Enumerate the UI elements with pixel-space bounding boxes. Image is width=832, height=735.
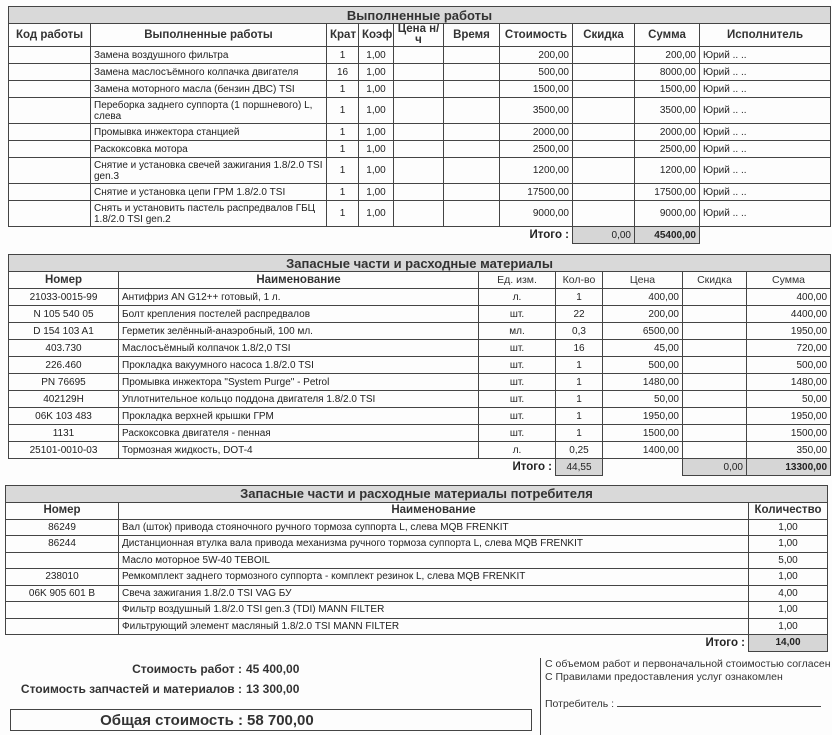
- work-time: [444, 98, 500, 124]
- work-krat: 1: [327, 184, 359, 201]
- col-name: Наименование: [119, 272, 479, 289]
- part-qty: 16: [556, 340, 603, 357]
- col-code: Код работы: [9, 24, 91, 47]
- part-unit: шт.: [479, 374, 556, 391]
- part-discount: [683, 357, 747, 374]
- customer-part-qty: 1,00: [749, 569, 828, 586]
- work-krat: 16: [327, 64, 359, 81]
- works-total-sum: 45400,00: [635, 227, 700, 244]
- customer-part-number: 06K 905 601 B: [6, 585, 119, 602]
- work-executor: Юрий .. ..: [700, 47, 831, 64]
- customer-parts-total-label: Итого :: [705, 636, 745, 649]
- part-price: 200,00: [603, 306, 683, 323]
- part-number: 1131: [9, 425, 119, 442]
- consent-line-1: С объемом работ и первоначальной стоимостью согласен: [545, 658, 831, 670]
- work-cost: 2000,00: [500, 124, 573, 141]
- part-price: 50,00: [603, 391, 683, 408]
- col-price-hour: Цена н/ч: [394, 24, 444, 47]
- work-sum: 17500,00: [635, 184, 700, 201]
- customer-parts-table: [5, 485, 828, 652]
- work-koef: 1,00: [359, 64, 394, 81]
- parts-cost-label: Стоимость запчастей и материалов :: [20, 682, 242, 696]
- works-cost-label: Стоимость работ :: [132, 662, 242, 676]
- part-qty: 1: [556, 289, 603, 306]
- parts-total-sum: 13300,00: [747, 459, 831, 476]
- col-executor: Исполнитель: [700, 24, 831, 47]
- work-sum: 1200,00: [635, 158, 700, 184]
- customer-parts-header-row: [6, 502, 828, 519]
- work-sum: 2500,00: [635, 141, 700, 158]
- customer-part-number: 86244: [6, 536, 119, 553]
- col-discount: Скидка: [683, 272, 747, 289]
- work-time: [444, 47, 500, 64]
- part-discount: [683, 306, 747, 323]
- part-unit: шт.: [479, 357, 556, 374]
- work-executor: Юрий .. ..: [700, 184, 831, 201]
- work-koef: 1,00: [359, 201, 394, 227]
- part-price: 1400,00: [603, 442, 683, 459]
- table-row: [6, 569, 828, 586]
- table-row: [6, 519, 828, 536]
- part-sum: 400,00: [747, 289, 831, 306]
- works-table: [8, 6, 831, 244]
- part-name: Герметик зелённый-анаэробный, 100 мл.: [119, 323, 479, 340]
- work-executor: Юрий .. ..: [700, 64, 831, 81]
- customer-part-number: 86249: [6, 519, 119, 536]
- work-code: [9, 184, 91, 201]
- work-executor: Юрий .. ..: [700, 124, 831, 141]
- parts-header-row: [9, 272, 831, 289]
- work-code: [9, 124, 91, 141]
- customer-part-name: Свеча зажигания 1.8/2.0 TSI VAG БУ: [119, 585, 749, 602]
- work-cost: 1200,00: [500, 158, 573, 184]
- work-sum: 2000,00: [635, 124, 700, 141]
- work-time: [444, 64, 500, 81]
- work-code: [9, 81, 91, 98]
- part-number: 25101-0010-03: [9, 442, 119, 459]
- customer-part-number: [6, 552, 119, 569]
- work-cost: 3500,00: [500, 98, 573, 124]
- part-qty: 1: [556, 357, 603, 374]
- part-sum: 1950,00: [747, 323, 831, 340]
- work-discount: [573, 201, 635, 227]
- part-qty: 22: [556, 306, 603, 323]
- work-price-hour: [394, 184, 444, 201]
- part-price: 45,00: [603, 340, 683, 357]
- part-number: N 105 540 05: [9, 306, 119, 323]
- part-discount: [683, 289, 747, 306]
- signature-row: [545, 698, 832, 711]
- table-row: [9, 408, 831, 425]
- work-name: Замена воздушного фильтра: [91, 47, 327, 64]
- work-cost: 17500,00: [500, 184, 573, 201]
- part-number: 402129H: [9, 391, 119, 408]
- works-header-row: [9, 24, 831, 47]
- table-row: [6, 585, 828, 602]
- customer-part-qty: 4,00: [749, 585, 828, 602]
- table-row: [6, 552, 828, 569]
- work-time: [444, 184, 500, 201]
- part-name: Тормозная жидкость, DOT-4: [119, 442, 479, 459]
- work-name: Переборка заднего суппорта (1 поршневого) L, слева: [91, 98, 327, 124]
- table-row: [9, 64, 831, 81]
- part-number: PN 76695: [9, 374, 119, 391]
- parts-title: Запасные части и расходные материалы: [9, 255, 831, 272]
- part-unit: мл.: [479, 323, 556, 340]
- work-krat: 1: [327, 81, 359, 98]
- table-row: [6, 602, 828, 619]
- work-krat: 1: [327, 201, 359, 227]
- work-name: Снять и установить пастель распредвалов ГБЦ 1.8/2.0 TSI gen.2: [91, 201, 327, 227]
- parts-total-row: [9, 459, 831, 476]
- grand-total-value: 58 700,00: [247, 712, 314, 729]
- part-sum: 1480,00: [747, 374, 831, 391]
- col-krat: Крат: [327, 24, 359, 47]
- col-qty: Кол-во: [556, 272, 603, 289]
- work-koef: 1,00: [359, 184, 394, 201]
- table-row: [9, 184, 831, 201]
- part-discount: [683, 374, 747, 391]
- table-row: [9, 124, 831, 141]
- part-qty: 1: [556, 391, 603, 408]
- customer-part-name: Вал (шток) привода стояночного ручного тормоза суппорта L, слева MQB FRENKIT: [119, 519, 749, 536]
- table-row: [9, 391, 831, 408]
- table-row: [9, 47, 831, 64]
- part-name: Антифриз AN G12++ готовый, 1 л.: [119, 289, 479, 306]
- part-number: 06K 103 483: [9, 408, 119, 425]
- work-cost: 1500,00: [500, 81, 573, 98]
- part-price: 1950,00: [603, 408, 683, 425]
- work-code: [9, 141, 91, 158]
- work-executor: Юрий .. ..: [700, 141, 831, 158]
- grand-total-box: [10, 709, 532, 731]
- table-row: [9, 158, 831, 184]
- col-name: Наименование: [119, 502, 749, 519]
- work-executor: Юрий .. ..: [700, 201, 831, 227]
- work-sum: 9000,00: [635, 201, 700, 227]
- work-sum: 200,00: [635, 47, 700, 64]
- work-price-hour: [394, 158, 444, 184]
- work-krat: 1: [327, 141, 359, 158]
- work-code: [9, 64, 91, 81]
- grand-total-label: Общая стоимость :: [100, 712, 243, 729]
- col-price: Цена: [603, 272, 683, 289]
- work-price-hour: [394, 81, 444, 98]
- col-unit: Ед. изм.: [479, 272, 556, 289]
- work-name: Замена маслосъёмного колпачка двигателя: [91, 64, 327, 81]
- customer-part-qty: 5,00: [749, 552, 828, 569]
- work-sum: 3500,00: [635, 98, 700, 124]
- work-koef: 1,00: [359, 124, 394, 141]
- part-name: Маслосъёмный колпачок 1.8/2,0 TSI: [119, 340, 479, 357]
- works-cost-summary: [0, 662, 380, 676]
- part-price: 500,00: [603, 357, 683, 374]
- part-sum: 50,00: [747, 391, 831, 408]
- customer-part-name: Ремкомплект заднего тормозного суппорта - комплект резинок L, слева MQB FRENKIT: [119, 569, 749, 586]
- col-sum: Сумма: [635, 24, 700, 47]
- work-price-hour: [394, 47, 444, 64]
- part-qty: 1: [556, 408, 603, 425]
- works-title: Выполненные работы: [9, 7, 831, 24]
- work-name: Снятие и установка цепи ГРМ 1.8/2.0 TSI: [91, 184, 327, 201]
- works-total-discount: 0,00: [573, 227, 635, 244]
- col-koef: Коэф: [359, 24, 394, 47]
- work-executor: Юрий .. ..: [700, 98, 831, 124]
- col-number: Номер: [6, 502, 119, 519]
- work-price-hour: [394, 141, 444, 158]
- part-name: Уплотнительное кольцо поддона двигателя 1.8/2.0 TSI: [119, 391, 479, 408]
- table-row: [9, 425, 831, 442]
- works-cost-value: 45 400,00: [246, 662, 300, 676]
- part-discount: [683, 408, 747, 425]
- customer-part-qty: 1,00: [749, 618, 828, 635]
- part-number: 403.730: [9, 340, 119, 357]
- part-name: Прокладка верхней крышки ГРМ: [119, 408, 479, 425]
- part-discount: [683, 425, 747, 442]
- part-discount: [683, 323, 747, 340]
- work-koef: 1,00: [359, 81, 394, 98]
- work-sum: 8000,00: [635, 64, 700, 81]
- work-sum: 1500,00: [635, 81, 700, 98]
- customer-part-number: [6, 602, 119, 619]
- work-koef: 1,00: [359, 98, 394, 124]
- work-discount: [573, 98, 635, 124]
- part-unit: л.: [479, 289, 556, 306]
- table-row: [9, 141, 831, 158]
- part-sum: 1950,00: [747, 408, 831, 425]
- work-executor: Юрий .. ..: [700, 81, 831, 98]
- works-total-label: Итого :: [529, 228, 569, 241]
- part-discount: [683, 442, 747, 459]
- part-sum: 500,00: [747, 357, 831, 374]
- col-cost: Стоимость: [500, 24, 573, 47]
- part-price: 1500,00: [603, 425, 683, 442]
- customer-parts-title: Запасные части и расходные материалы потребителя: [6, 486, 828, 503]
- col-work-name: Выполненные работы: [91, 24, 327, 47]
- part-unit: шт.: [479, 391, 556, 408]
- work-code: [9, 47, 91, 64]
- customer-parts-total-row: [6, 635, 828, 652]
- work-krat: 1: [327, 98, 359, 124]
- customer-part-name: Масло моторное 5W-40 TEBOIL: [119, 552, 749, 569]
- table-row: [6, 618, 828, 635]
- customer-parts-total-qty: 14,00: [749, 635, 828, 652]
- part-price: 400,00: [603, 289, 683, 306]
- part-name: Прокладка вакуумного насоса 1.8/2.0 TSI: [119, 357, 479, 374]
- table-row: [9, 306, 831, 323]
- parts-cost-value: 13 300,00: [246, 682, 300, 696]
- parts-total-discount: 0,00: [683, 459, 747, 476]
- work-price-hour: [394, 98, 444, 124]
- signature-line[interactable]: [617, 698, 821, 707]
- parts-cost-summary: [0, 682, 380, 696]
- part-unit: л.: [479, 442, 556, 459]
- work-discount: [573, 124, 635, 141]
- part-qty: 1: [556, 374, 603, 391]
- part-unit: шт.: [479, 306, 556, 323]
- part-discount: [683, 340, 747, 357]
- work-time: [444, 124, 500, 141]
- customer-part-name: Фильтр воздушный 1.8/2.0 TSI gen.3 (TDI) MANN FILTER: [119, 602, 749, 619]
- customer-part-number: 238010: [6, 569, 119, 586]
- part-price: 6500,00: [603, 323, 683, 340]
- part-number: D 154 103 A1: [9, 323, 119, 340]
- col-sum: Сумма: [747, 272, 831, 289]
- work-name: Снятие и установка свечей зажигания 1.8/2.0 TSI gen.3: [91, 158, 327, 184]
- table-row: [9, 374, 831, 391]
- parts-table: [8, 254, 831, 476]
- work-koef: 1,00: [359, 158, 394, 184]
- work-discount: [573, 184, 635, 201]
- customer-part-name: Дистанционная втулка вала привода механизма ручного тормоза суппорта L, слева MQB FRENKIT: [119, 536, 749, 553]
- table-row: [9, 98, 831, 124]
- work-discount: [573, 158, 635, 184]
- work-code: [9, 98, 91, 124]
- part-number: 226.460: [9, 357, 119, 374]
- work-cost: 500,00: [500, 64, 573, 81]
- part-sum: 350,00: [747, 442, 831, 459]
- part-sum: 4400,00: [747, 306, 831, 323]
- customer-part-number: [6, 618, 119, 635]
- work-cost: 200,00: [500, 47, 573, 64]
- work-time: [444, 158, 500, 184]
- work-code: [9, 201, 91, 227]
- table-row: [9, 340, 831, 357]
- work-price-hour: [394, 201, 444, 227]
- part-unit: шт.: [479, 408, 556, 425]
- table-row: [9, 442, 831, 459]
- work-discount: [573, 81, 635, 98]
- work-name: Раскоксовка мотора: [91, 141, 327, 158]
- work-krat: 1: [327, 124, 359, 141]
- customer-part-qty: 1,00: [749, 519, 828, 536]
- consent-line-2: С Правилами предоставления услуг ознакомлен: [545, 671, 783, 683]
- part-qty: 0,25: [556, 442, 603, 459]
- col-quantity: Количество: [749, 502, 828, 519]
- part-number: 21033-0015-99: [9, 289, 119, 306]
- part-sum: 1500,00: [747, 425, 831, 442]
- work-time: [444, 81, 500, 98]
- signature-label: Потребитель :: [545, 698, 615, 710]
- part-name: Болт крепления постелей распредвалов: [119, 306, 479, 323]
- part-unit: шт.: [479, 340, 556, 357]
- consent-block: [540, 658, 832, 735]
- customer-part-name: Фильтрующий элемент масляный 1.8/2.0 TSI MANN FILTER: [119, 618, 749, 635]
- part-name: Промывка инжектора "System Purge" - Petrol: [119, 374, 479, 391]
- parts-total-label: Итого :: [512, 460, 552, 473]
- table-row: [6, 536, 828, 553]
- col-discount: Скидка: [573, 24, 635, 47]
- parts-total-qty: 44,55: [556, 459, 603, 476]
- part-price: 1480,00: [603, 374, 683, 391]
- work-koef: 1,00: [359, 141, 394, 158]
- work-koef: 1,00: [359, 47, 394, 64]
- work-time: [444, 141, 500, 158]
- work-time: [444, 201, 500, 227]
- part-unit: шт.: [479, 425, 556, 442]
- part-discount: [683, 391, 747, 408]
- work-cost: 2500,00: [500, 141, 573, 158]
- customer-part-qty: 1,00: [749, 602, 828, 619]
- customer-part-qty: 1,00: [749, 536, 828, 553]
- col-number: Номер: [9, 272, 119, 289]
- work-name: Замена моторного масла (бензин ДВС) TSI: [91, 81, 327, 98]
- work-discount: [573, 47, 635, 64]
- table-row: [9, 81, 831, 98]
- work-price-hour: [394, 124, 444, 141]
- part-qty: 0,3: [556, 323, 603, 340]
- work-discount: [573, 141, 635, 158]
- work-krat: 1: [327, 158, 359, 184]
- table-row: [9, 357, 831, 374]
- table-row: [9, 323, 831, 340]
- part-qty: 1: [556, 425, 603, 442]
- col-time: Время: [444, 24, 500, 47]
- table-row: [9, 289, 831, 306]
- table-row: [9, 201, 831, 227]
- work-executor: Юрий .. ..: [700, 158, 831, 184]
- part-name: Раскоксовка двигателя - пенная: [119, 425, 479, 442]
- part-sum: 720,00: [747, 340, 831, 357]
- work-code: [9, 158, 91, 184]
- work-price-hour: [394, 64, 444, 81]
- works-total-row: [9, 227, 831, 244]
- work-discount: [573, 64, 635, 81]
- work-cost: 9000,00: [500, 201, 573, 227]
- work-krat: 1: [327, 47, 359, 64]
- work-name: Промывка инжектора станцией: [91, 124, 327, 141]
